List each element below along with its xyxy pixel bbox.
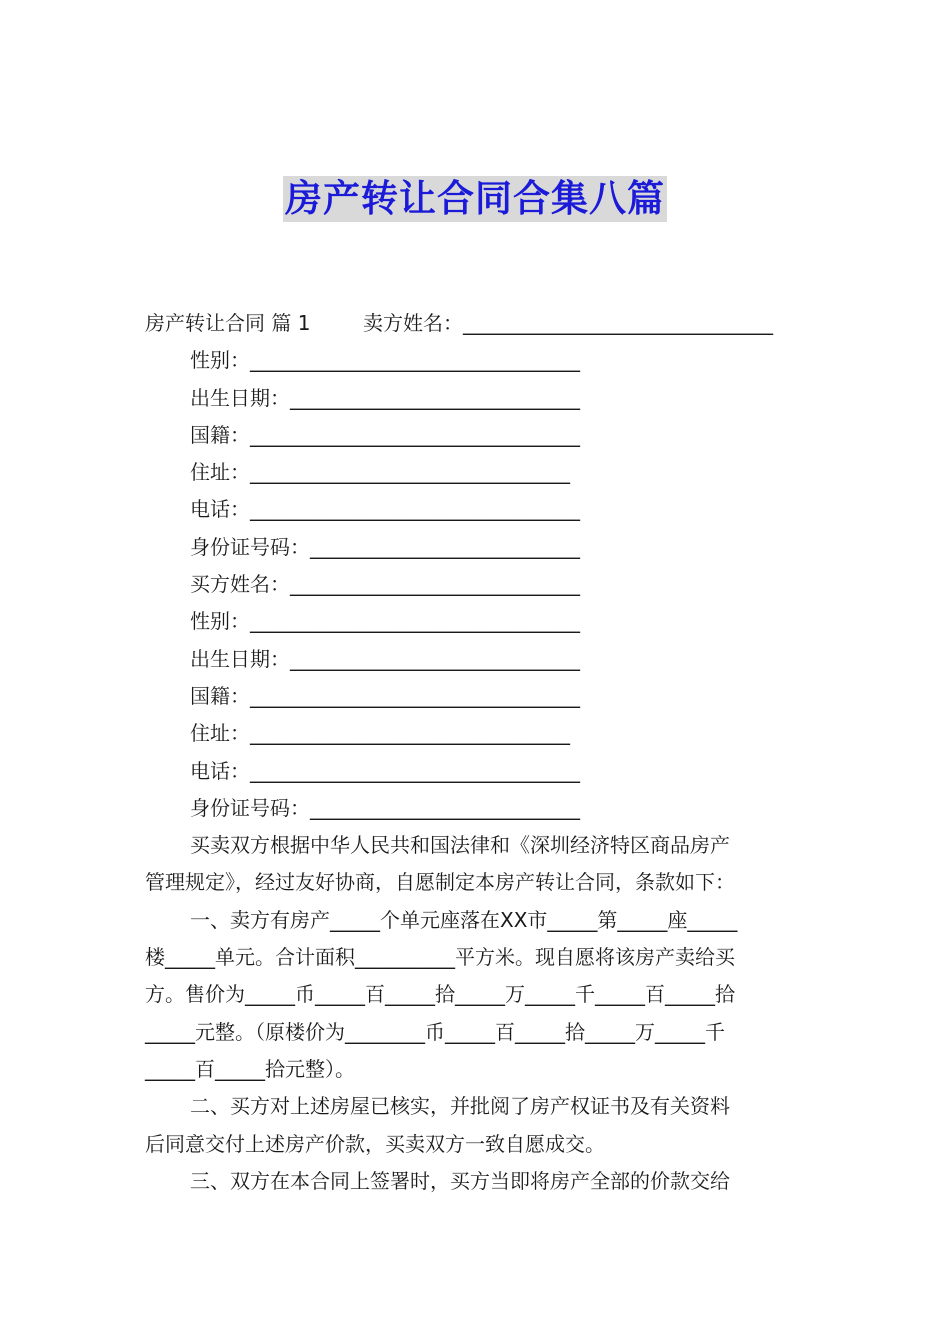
seller-birthdate-field: 出生日期：_____________________________ bbox=[190, 385, 580, 410]
buyer-gender-field: 性别：_________________________________ bbox=[190, 609, 580, 634]
clause-1-line-1: 一、卖方有房产_____个单元座落在XX市_____第_____座_____ bbox=[190, 907, 738, 932]
buyer-nationality-field: 国籍：_________________________________ bbox=[190, 683, 580, 708]
seller-name-field: 卖方姓名：_______________________________ bbox=[363, 311, 773, 335]
buyer-phone-field: 电话：_________________________________ bbox=[190, 758, 580, 783]
seller-gender-field: 性别：_________________________________ bbox=[190, 348, 580, 373]
document-body bbox=[145, 305, 810, 1200]
clause-2-line-2: 后同意交付上述房产价款，买卖双方一致自愿成交。 bbox=[145, 1131, 605, 1156]
buyer-address-field: 住址：________________________________ bbox=[190, 721, 570, 746]
seller-address-field: 住址：________________________________ bbox=[190, 460, 570, 485]
seller-nationality-field: 国籍：_________________________________ bbox=[190, 422, 580, 447]
title-wrapper bbox=[0, 176, 950, 222]
buyer-birthdate-field: 出生日期：_____________________________ bbox=[190, 646, 580, 671]
seller-id-field: 身份证号码：___________________________ bbox=[190, 534, 580, 559]
buyer-id-field: 身份证号码：___________________________ bbox=[190, 795, 580, 820]
clause-1-line-3: 方。售价为_____币_____百_____拾_____万_____千_____百_____拾 bbox=[145, 982, 735, 1007]
contract-heading-line bbox=[145, 305, 810, 342]
contract-number: 房产转让合同 篇 1 bbox=[145, 311, 311, 335]
clause-1-line-5: _____百_____拾元整）。 bbox=[145, 1056, 355, 1081]
clause-2-line-1: 二、买方对上述房屋已核实，并批阅了房产权证书及有关资料 bbox=[190, 1094, 730, 1119]
buyer-name-field: 买方姓名：_____________________________ bbox=[190, 572, 580, 597]
clause-1-line-4: _____元整。（原楼价为________币_____百_____拾_____万_____千 bbox=[145, 1019, 725, 1044]
clause-3-line-1: 三、双方在本合同上签署时，买方当即将房产全部的价款交给 bbox=[190, 1168, 730, 1193]
document-title: 房产转让合同合集八篇 bbox=[285, 177, 665, 220]
intro-paragraph-line-2: 管理规定》，经过友好协商，自愿制定本房产转让合同，条款如下： bbox=[145, 870, 735, 895]
intro-paragraph-line-1: 买卖双方根据中华人民共和国法律和《深圳经济特区商品房产 bbox=[190, 833, 730, 858]
clause-1-line-2: 楼_____单元。合计面积__________平方米。现自愿将该房产卖给买 bbox=[145, 945, 735, 970]
seller-phone-field: 电话：_________________________________ bbox=[190, 497, 580, 522]
